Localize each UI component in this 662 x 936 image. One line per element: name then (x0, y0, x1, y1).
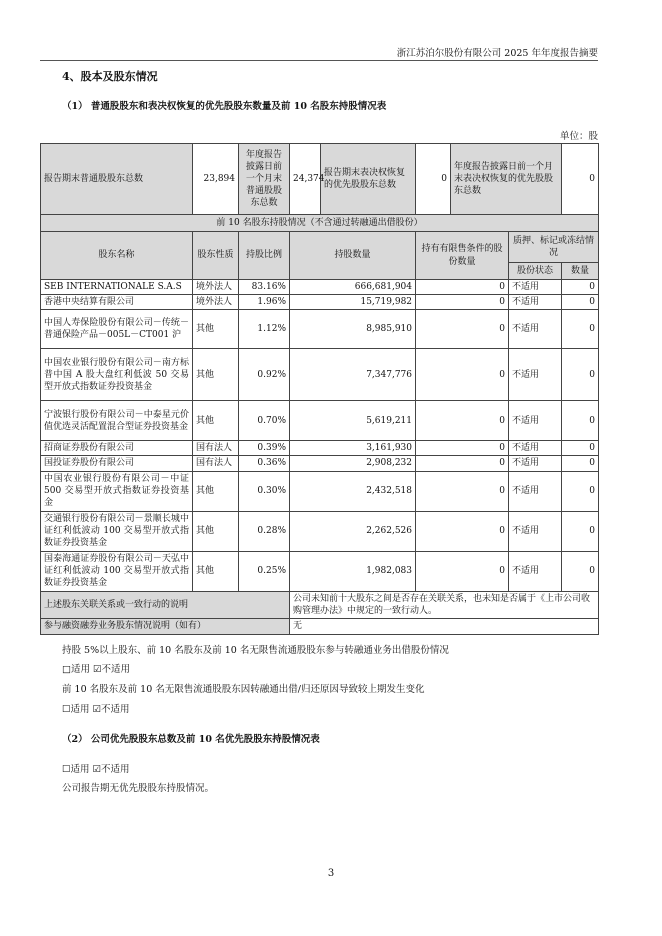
table-row (41, 310, 599, 349)
shareholder-name: 国泰海通证券股份有限公司－天弘中证红利低波动 100 交易型开放式指数证券投资基金 (41, 551, 193, 591)
shareholder-name: 中国农业银行股份有限公司－南方标普中国 A 股大盘红利低波 50 交易型开放式指数证券投资基金 (41, 349, 193, 401)
shareholder-restricted: 0 (416, 295, 509, 310)
shareholder-restricted: 0 (416, 471, 509, 511)
shareholder-restricted: 0 (416, 441, 509, 456)
summary-label-3: 报告期末表决权恢复的优先股股东总数 (321, 144, 416, 215)
shareholder-qty: 666,681,904 (290, 280, 416, 295)
shareholder-nature: 境外法人 (193, 280, 239, 295)
shareholder-qty: 1,982,083 (290, 551, 416, 591)
shareholder-nature: 国有法人 (193, 456, 239, 471)
summary-value-4: 0 (562, 144, 599, 215)
shareholder-table (40, 143, 599, 635)
table-row (41, 456, 599, 471)
shareholder-qty: 2,432,518 (290, 471, 416, 511)
shareholder-restricted: 0 (416, 456, 509, 471)
top10-title-row (41, 215, 599, 232)
shareholder-ratio: 83.16% (239, 280, 290, 295)
pledge-count: 0 (562, 295, 599, 310)
pledge-count: 0 (562, 511, 599, 551)
shareholder-nature: 其他 (193, 471, 239, 511)
shareholder-restricted: 0 (416, 551, 509, 591)
pledge-count: 0 (562, 471, 599, 511)
col-header-pledge: 质押、标记或冻结情况 (509, 232, 599, 263)
summary-value-2: 24,374 (290, 144, 321, 215)
shareholder-ratio: 0.39% (239, 441, 290, 456)
shareholder-ratio: 0.28% (239, 511, 290, 551)
shareholder-name: 香港中央结算有限公司 (41, 295, 193, 310)
pledge-status: 不适用 (509, 551, 562, 591)
pledge-status: 不适用 (509, 295, 562, 310)
pledge-status: 不适用 (509, 456, 562, 471)
summary-label-1: 报告期末普通股股东总数 (41, 144, 193, 215)
table-row (41, 295, 599, 310)
relation-row (41, 591, 599, 618)
col-header-nature: 股东性质 (193, 232, 239, 280)
pledge-count: 0 (562, 456, 599, 471)
table-row (41, 441, 599, 456)
shareholder-nature: 其他 (193, 310, 239, 349)
header-divider (40, 60, 598, 61)
shareholder-name: 宁波银行股份有限公司－中泰星元价值优选灵活配置混合型证券投资基金 (41, 401, 193, 441)
shareholder-ratio: 0.30% (239, 471, 290, 511)
col-header-ratio: 持股比例 (239, 232, 290, 280)
shareholder-restricted: 0 (416, 349, 509, 401)
lending-note: 持股 5%以上股东、前 10 名股东及前 10 名无限售流通股股东参与转融通业务出借股份情况 (62, 645, 449, 656)
table-row (41, 551, 599, 591)
shareholder-nature: 国有法人 (193, 441, 239, 456)
col-header-qty: 持股数量 (290, 232, 416, 280)
lending-change-choice: ☐适用 ☑不适用 (62, 704, 130, 715)
col-header-name: 股东名称 (41, 232, 193, 280)
shareholder-restricted: 0 (416, 280, 509, 295)
top10-title: 前 10 名股东持股情况（不含通过转融通出借股份） (41, 215, 599, 232)
table-row (41, 511, 599, 551)
lending-note-choice: □适用 ☑不适用 (62, 664, 131, 675)
shareholder-restricted: 0 (416, 310, 509, 349)
pledge-status: 不适用 (509, 349, 562, 401)
col-header-count: 数量 (562, 263, 599, 280)
pledge-count: 0 (562, 551, 599, 591)
margin-label: 参与融资融券业务股东情况说明（如有） (41, 618, 290, 634)
shareholder-name: 中国人寿保险股份有限公司－传统－普通保险产品－005L－CT001 沪 (41, 310, 193, 349)
summary-label-4: 年度报告披露日前一个月末表决权恢复的优先股股东总数 (451, 144, 562, 215)
shareholder-qty: 2,908,232 (290, 456, 416, 471)
shareholder-ratio: 1.96% (239, 295, 290, 310)
shareholder-qty: 15,719,982 (290, 295, 416, 310)
section-title: 4、股本及股东情况 (62, 70, 158, 83)
preferred-text: 公司报告期无优先股股东持股情况。 (62, 783, 215, 794)
report-header: 浙江苏泊尔股份有限公司 2025 年年度报告摘要 (396, 48, 598, 59)
shareholder-ratio: 0.36% (239, 456, 290, 471)
preferred-choice: ☐适用 ☑不适用 (62, 764, 130, 775)
pledge-count: 0 (562, 349, 599, 401)
pledge-status: 不适用 (509, 511, 562, 551)
shareholder-ratio: 0.92% (239, 349, 290, 401)
pledge-status: 不适用 (509, 471, 562, 511)
summary-label-2: 年度报告披露日前一个月末普通股股东总数 (239, 144, 290, 215)
pledge-count: 0 (562, 310, 599, 349)
table-row (41, 471, 599, 511)
shareholder-qty: 5,619,211 (290, 401, 416, 441)
relation-text: 公司未知前十大股东之间是否存在关联关系，也未知是否属于《上市公司收购管理办法》中规定的一致行动人。 (290, 591, 599, 618)
pledge-status: 不适用 (509, 441, 562, 456)
shareholder-name: 交通银行股份有限公司－景顺长城中证红利低波动 100 交易型开放式指数证券投资基金 (41, 511, 193, 551)
shareholder-ratio: 0.25% (239, 551, 290, 591)
shareholder-qty: 3,161,930 (290, 441, 416, 456)
table-row (41, 349, 599, 401)
pledge-count: 0 (562, 280, 599, 295)
pledge-status: 不适用 (509, 310, 562, 349)
shareholder-nature: 其他 (193, 349, 239, 401)
shareholder-nature: 其他 (193, 511, 239, 551)
margin-text: 无 (290, 618, 599, 634)
shareholder-qty: 8,985,910 (290, 310, 416, 349)
shareholder-ratio: 0.70% (239, 401, 290, 441)
unit-label: 单位：股 (559, 131, 598, 142)
summary-value-1: 23,894 (193, 144, 239, 215)
shareholder-nature: 境外法人 (193, 295, 239, 310)
shareholder-name: SEB INTERNATIONALE S.A.S (41, 280, 193, 295)
column-header-row (41, 232, 599, 263)
page-number: 3 (327, 868, 335, 879)
shareholder-name: 招商证券股份有限公司 (41, 441, 193, 456)
pledge-count: 0 (562, 441, 599, 456)
subsection-2-title: （2） 公司优先股股东总数及前 10 名优先股股东持股情况表 (62, 734, 320, 745)
shareholder-name: 国投证券股份有限公司 (41, 456, 193, 471)
pledge-status: 不适用 (509, 280, 562, 295)
lending-change-note: 前 10 名股东及前 10 名无限售流通股股东因转融通出借/归还原因导致较上期发生变化 (62, 684, 425, 695)
pledge-status: 不适用 (509, 401, 562, 441)
summary-row (41, 144, 599, 215)
pledge-count: 0 (562, 401, 599, 441)
col-header-status: 股份状态 (509, 263, 562, 280)
col-header-restricted: 持有有限售条件的股份数量 (416, 232, 509, 280)
shareholder-ratio: 1.12% (239, 310, 290, 349)
shareholder-nature: 其他 (193, 401, 239, 441)
shareholder-restricted: 0 (416, 401, 509, 441)
shareholder-restricted: 0 (416, 511, 509, 551)
relation-label: 上述股东关联关系或一致行动的说明 (41, 591, 290, 618)
shareholder-qty: 7,347,776 (290, 349, 416, 401)
shareholder-qty: 2,262,526 (290, 511, 416, 551)
shareholder-name: 中国农业银行股份有限公司－中证 500 交易型开放式指数证券投资基金 (41, 471, 193, 511)
table-row (41, 401, 599, 441)
table-row (41, 280, 599, 295)
shareholder-nature: 其他 (193, 551, 239, 591)
summary-value-3: 0 (416, 144, 451, 215)
margin-row (41, 618, 599, 634)
subsection-1-title: （1） 普通股股东和表决权恢复的优先股股东数量及前 10 名股东持股情况表 (62, 101, 387, 112)
